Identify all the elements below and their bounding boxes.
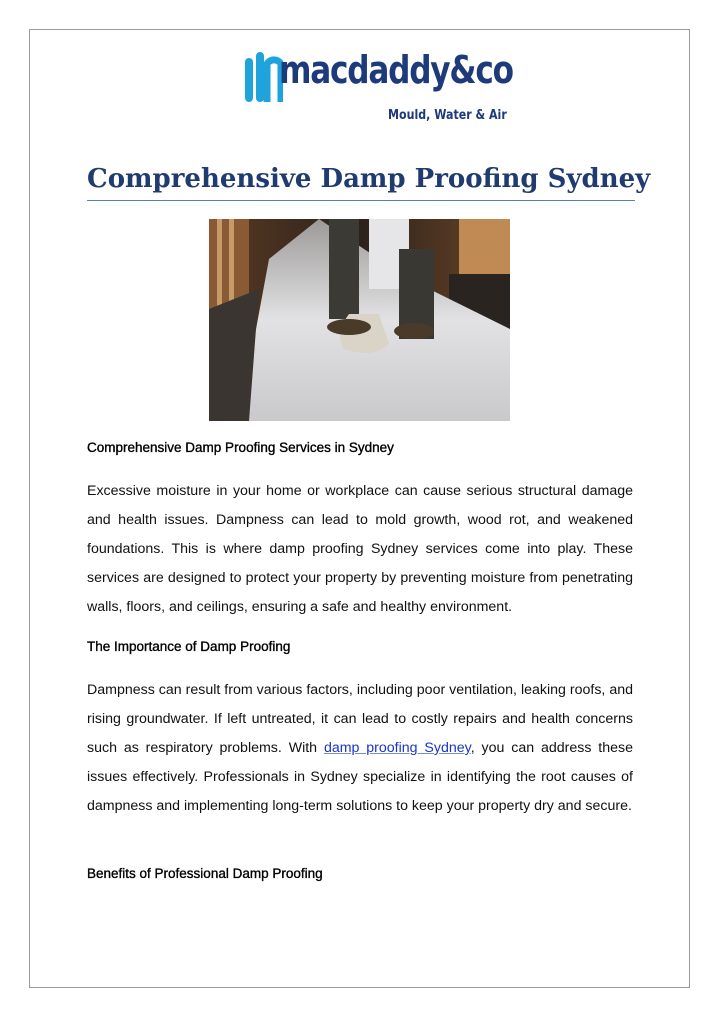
section-body-services: Excessive moisture in your home or workplace can cause serious structural damage and health issues. Dampness can lead to mold growth, wood rot, and weakened foundations. This is where damp proofing Sydney services come into play. These services are designed to protect your property by preventing moisture from penetrating walls, floors, and ceilings, ensuring a safe and healthy environment. xyxy=(87,483,633,615)
importance-text-after-link: , you can address these issues effectively. Professionals in Sydney specialize in identifying the root causes of dampness and implementing long-term solutions to keep your property dry and secure. xyxy=(87,740,633,814)
importance-text-before-link: Dampness can result from various factors, including poor ventilation, leaking roofs, and rising groundwater. If left untreated, it can lead to costly repairs and health concerns such as respiratory problems. With xyxy=(87,682,633,756)
section-body-importance xyxy=(87,676,633,821)
section-heading-benefits: Benefits of Professional Damp Proofing xyxy=(87,866,323,881)
damp-proofing-photo xyxy=(209,219,510,421)
damp-proofing-sydney-link[interactable]: damp proofing Sydney xyxy=(323,740,471,756)
title-underline xyxy=(87,200,635,201)
brand-tagline: Mould, Water & Air xyxy=(388,108,507,123)
section-heading-services: Comprehensive Damp Proofing Services in Sydney xyxy=(87,440,394,455)
page-title: Comprehensive Damp Proofing Sydney xyxy=(87,164,651,194)
section-heading-importance: The Importance of Damp Proofing xyxy=(87,639,291,654)
logo-mark-icon xyxy=(243,48,283,108)
brand-name: macdaddy&co xyxy=(279,48,513,92)
brand-logo xyxy=(243,44,513,134)
